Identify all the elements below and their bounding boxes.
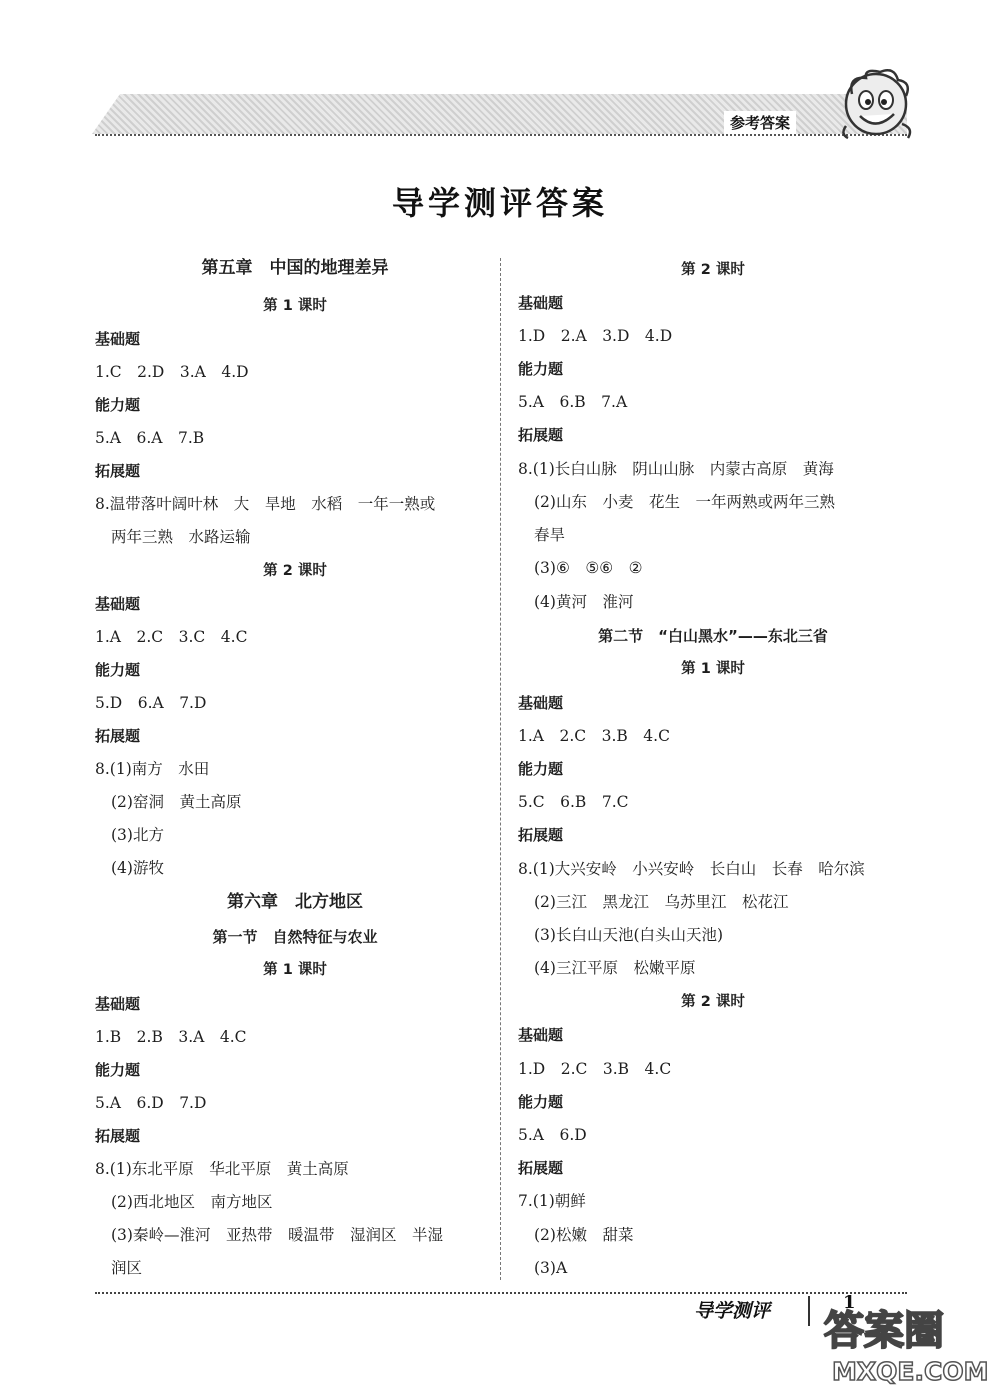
answer-line: 润区 (111, 1259, 143, 1277)
answer-line: 1.C 2.D 3.A 4.D (95, 363, 249, 381)
answer-line: 8.(1)东北平原 华北平原 黄土高原 (95, 1160, 349, 1178)
section-heading: 第二节 “白山黑水”——东北三省 (598, 627, 828, 645)
answer-line: 8.(1)大兴安岭 小兴安岭 长白山 长春 哈尔滨 (518, 860, 865, 878)
question-type-label: 基础题 (95, 995, 141, 1013)
answer-line: 8.温带落叶阔叶林 大 旱地 水稻 一年一熟或 (95, 495, 436, 513)
answer-line: (3)秦岭—淮河 亚热带 暖温带 湿润区 半湿 (111, 1226, 443, 1244)
footer-title: 导学测评 (694, 1300, 771, 1322)
question-type-label: 能力题 (518, 1093, 564, 1111)
question-type-label: 基础题 (518, 294, 564, 312)
answer-line: (3)北方 (111, 826, 164, 844)
answer-line: 5.D 6.A 7.D (95, 694, 207, 712)
question-type-label: 基础题 (518, 1026, 564, 1044)
question-type-label: 能力题 (95, 661, 141, 679)
answer-line: 1.D 2.A 3.D 4.D (518, 327, 673, 345)
answer-line: (3)⑥ ⑤⑥ ② (534, 559, 643, 577)
answer-line: (4)三江平原 松嫩平原 (534, 959, 696, 977)
watermark-url: MXQE.COM (832, 1357, 988, 1386)
question-type-label: 拓展题 (518, 1159, 564, 1177)
answer-line: 5.A 6.A 7.B (95, 429, 205, 447)
section-heading: 第一节 自然特征与农业 (212, 928, 378, 946)
footer-separator (808, 1296, 810, 1326)
watermark-text: 答案圈 (824, 1308, 944, 1354)
footer-divider (95, 1292, 907, 1294)
answer-line: (4)黄河 淮河 (534, 593, 634, 611)
answer-line: 5.A 6.B 7.A (518, 393, 628, 411)
header-divider (95, 134, 907, 136)
question-type-label: 基础题 (95, 595, 141, 613)
answer-line: 1.A 2.C 3.C 4.C (95, 628, 248, 646)
answer-line: (2)窑洞 黄土高原 (111, 793, 242, 811)
question-type-label: 拓展题 (518, 426, 564, 444)
answer-line: (3)A (534, 1259, 568, 1277)
answer-line: 5.C 6.B 7.C (518, 793, 629, 811)
answer-line: 8.(1)长白山脉 阴山山脉 内蒙古高原 黄海 (518, 460, 834, 478)
lesson-heading: 第 1 课时 (263, 298, 327, 314)
watermark-logo (818, 1300, 988, 1386)
answer-line: 1.B 2.B 3.A 4.C (95, 1028, 247, 1046)
answer-line: 7.(1)朝鲜 (518, 1192, 586, 1210)
answer-line: 1.D 2.C 3.B 4.C (518, 1060, 672, 1078)
column-divider (500, 258, 501, 1280)
lesson-heading: 第 2 课时 (681, 262, 745, 278)
question-type-label: 能力题 (95, 1061, 141, 1079)
answer-line: (3)长白山天池(白头山天池) (534, 926, 724, 944)
question-type-label: 能力题 (518, 760, 564, 778)
question-type-label: 基础题 (518, 694, 564, 712)
lesson-heading: 第 1 课时 (681, 661, 745, 677)
header-label: 参考答案 (724, 111, 796, 134)
answer-line: (4)游牧 (111, 859, 164, 877)
chapter-heading: 第五章 中国的地理差异 (201, 258, 389, 278)
answer-line: 5.A 6.D (518, 1126, 587, 1144)
question-type-label: 拓展题 (95, 727, 141, 745)
question-type-label: 能力题 (518, 360, 564, 378)
answer-line: 春旱 (534, 526, 566, 544)
question-type-label: 基础题 (95, 330, 141, 348)
answer-line: (2)三江 黑龙江 乌苏里江 松花江 (534, 893, 789, 911)
mascot-icon (836, 64, 918, 146)
page-title: 导学测评答案 (391, 184, 608, 222)
question-type-label: 拓展题 (95, 1127, 141, 1145)
answer-line: (2)山东 小麦 花生 一年两熟或两年三熟 (534, 493, 835, 511)
answer-line: 两年三熟 水路运输 (111, 528, 251, 546)
question-type-label: 拓展题 (518, 826, 564, 844)
answer-line: (2)松嫩 甜菜 (534, 1226, 634, 1244)
answer-line: (2)西北地区 南方地区 (111, 1193, 273, 1211)
page-number: 1 (843, 1292, 856, 1313)
question-type-label: 能力题 (95, 396, 141, 414)
answer-line: 5.A 6.D 7.D (95, 1094, 207, 1112)
answer-line: 1.A 2.C 3.B 4.C (518, 727, 670, 745)
chapter-heading: 第六章 北方地区 (227, 892, 363, 912)
question-type-label: 拓展题 (95, 462, 141, 480)
lesson-heading: 第 1 课时 (263, 962, 327, 978)
lesson-heading: 第 2 课时 (681, 994, 745, 1010)
lesson-heading: 第 2 课时 (263, 563, 327, 579)
answer-line: 8.(1)南方 水田 (95, 760, 210, 778)
